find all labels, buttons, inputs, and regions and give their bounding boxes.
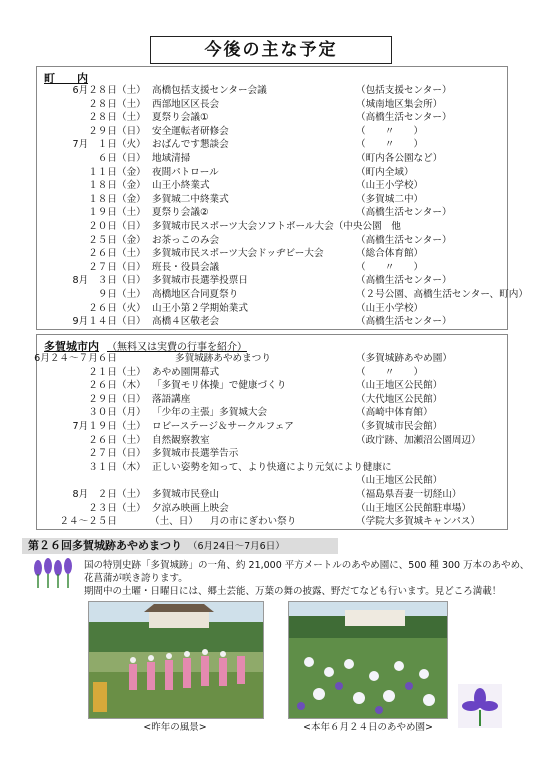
- row-place: （ 〃 ）: [356, 366, 424, 378]
- row-event: 多賀城市民スポーツ大会ソフトボール大会（中央公園 他: [152, 221, 401, 232]
- row-weekday: （土）: [117, 366, 146, 378]
- schedule-row: [0, 152, 540, 165]
- row-date: ２６日: [88, 302, 117, 314]
- row-weekday: （土）: [117, 112, 146, 124]
- row-place: （大代地区公民館）: [356, 393, 443, 405]
- row-date: ２１日: [88, 366, 117, 378]
- row-date: ２６日: [88, 380, 117, 392]
- row-place: （総合体育館）: [356, 248, 424, 260]
- row-date: １８日: [88, 193, 117, 205]
- schedule-row: [0, 220, 540, 233]
- row-place: （高橋生活センター）: [356, 207, 452, 219]
- row-weekday: （金）: [117, 180, 146, 192]
- schedule-row: [0, 302, 540, 315]
- row-weekday: （日）: [117, 316, 146, 328]
- row-event: 夏祭り会議①: [152, 112, 209, 124]
- row-weekday: （日）: [117, 153, 146, 164]
- row-event: 安全運転者研修会: [152, 125, 229, 137]
- row-event: 多賀城市民登山: [152, 489, 220, 500]
- row-date: 8月 ２日: [72, 489, 117, 500]
- row-weekday: （火）: [117, 302, 146, 314]
- row-event: 多賀城市長選挙投票日: [152, 275, 248, 287]
- row-place: （福島県吾妻一切経山）: [356, 489, 462, 500]
- row-place: （政庁跡、加瀬沼公園周辺）: [356, 434, 481, 446]
- schedule-row: [0, 274, 540, 287]
- caption-left: <昨年の風景>: [143, 722, 207, 733]
- row-place: （ 〃 ）: [356, 125, 424, 137]
- row-event: 「少年の主張」多賀城大会: [152, 407, 268, 419]
- row-place: （ 〃 ）: [356, 139, 424, 151]
- row-weekday: （土、日）: [150, 516, 198, 528]
- row-event: 多賀城二中終業式: [152, 193, 229, 205]
- row-date: 8月 ３日: [72, 275, 117, 287]
- row-event: お茶っこのみ会: [152, 234, 220, 246]
- row-place: （多賀城二中）: [356, 193, 424, 205]
- row-event: 落語講座: [152, 393, 191, 405]
- row-date: ９日: [97, 289, 117, 300]
- row-date: ２６日: [88, 248, 117, 260]
- row-weekday: （土）: [117, 434, 146, 446]
- row-weekday: （木）: [117, 380, 146, 392]
- feature-desc-3: 期間中の土曜・日曜日には、郷土芸能、万葉の舞の披露、野だてなども行います。見どころ満載！: [84, 586, 502, 597]
- schedule-row: [0, 166, 540, 179]
- row-date: ２４～２５日: [59, 516, 117, 528]
- schedule-row: [0, 98, 540, 111]
- row-date: ２９日: [88, 393, 117, 405]
- schedule-row: [0, 247, 540, 260]
- row-event: 高橋４区敬老会: [152, 316, 220, 328]
- feature-desc-2: 花菖蒲が咲き誇ります。: [84, 573, 188, 584]
- schedule-row: [0, 474, 540, 487]
- row-weekday: （土）: [117, 421, 146, 432]
- schedule-row: [0, 420, 540, 433]
- schedule-row: [0, 393, 540, 406]
- row-event: 高橋包括支援センター会議: [152, 85, 267, 96]
- row-weekday: （日）: [117, 393, 146, 405]
- photo-last-year: [88, 601, 264, 719]
- row-place: （多賀城跡あやめ園）: [356, 353, 452, 364]
- feature-title: 第２６回多賀城跡あやめまつり: [28, 539, 182, 552]
- row-weekday: （土）: [117, 248, 146, 260]
- row-weekday: （日）: [117, 275, 146, 287]
- caption-right: <本年６月２４日のあやめ園>: [303, 722, 433, 733]
- iris-icon: [30, 558, 80, 588]
- row-event: 山王小終業式: [152, 180, 210, 192]
- city-label-text: 多賀城市内: [44, 340, 99, 353]
- row-weekday: （月）: [117, 407, 146, 419]
- row-date: ３１日: [88, 461, 117, 473]
- feature-dates: （6月24日～7月6日）: [188, 541, 285, 552]
- row-date: ６日: [97, 153, 117, 164]
- row-place: （高橋生活センター）: [356, 112, 452, 124]
- schedule-row: [0, 488, 540, 501]
- row-date: ２９日: [88, 125, 117, 137]
- row-date: ２８日: [88, 98, 117, 110]
- row-place: （山王地区公民館）: [356, 475, 443, 487]
- row-date: ２７日: [88, 448, 117, 460]
- schedule-row: [0, 111, 540, 124]
- row-weekday: （日）: [117, 125, 146, 137]
- row-weekday: （金）: [117, 193, 146, 205]
- schedule-row: [0, 206, 540, 219]
- row-date: ２５日: [88, 234, 117, 246]
- row-date: 6月２８日: [72, 85, 117, 96]
- city-note: （無料又は実費の行事を紹介）: [107, 342, 247, 353]
- schedule-row: [0, 125, 540, 138]
- row-place: （山王小学校）: [356, 302, 424, 314]
- row-event: 高橋地区合同夏祭り: [152, 289, 239, 300]
- row-weekday: （土）: [117, 502, 146, 514]
- row-event: 多賀城跡あやめまつり: [175, 353, 271, 364]
- row-event: 月の市にぎわい祭り: [210, 516, 297, 528]
- feature-desc-1: 国の特別史跡「多賀城跡」の一角、約 21,000 平方メートルのあやめ園に、500 種 300 万本のあやめ、: [84, 560, 530, 571]
- row-event: 多賀城市民スポーツ大会ドッヂビー大会: [152, 248, 324, 260]
- row-weekday: （日）: [117, 221, 146, 232]
- row-date: ３０日: [88, 407, 117, 419]
- schedule-row: [0, 261, 540, 274]
- row-place: （山王小学校）: [356, 180, 424, 192]
- row-event: 夜間パトロール: [152, 166, 219, 178]
- row-place: （包括支援センター）: [356, 85, 452, 96]
- row-event: 班長・役員会議: [152, 261, 220, 273]
- row-weekday: （火）: [117, 139, 146, 151]
- row-place: （２号公園、高橋生活センター、町内）: [356, 289, 528, 300]
- schedule-row: [0, 502, 540, 515]
- schedule-row: [0, 193, 540, 206]
- row-weekday: （土）: [117, 98, 146, 110]
- row-event: 西部地区区長会: [152, 98, 220, 110]
- row-date: １８日: [88, 180, 117, 192]
- row-place: （多賀城市民会館）: [356, 421, 443, 432]
- row-place: （高橋生活センター）: [356, 234, 452, 246]
- row-place: （学院大多賀城キャンパス）: [356, 516, 481, 528]
- schedule-row: [0, 447, 540, 460]
- row-weekday: （日）: [117, 261, 146, 273]
- row-date: ２７日: [88, 261, 117, 273]
- row-weekday: （土）: [117, 489, 146, 500]
- row-event: おばんです懇談会: [152, 139, 229, 151]
- row-date: 7月１９日: [72, 421, 117, 432]
- schedule-row: [0, 366, 540, 379]
- row-event: 山王小第２学期始業式: [152, 302, 248, 314]
- row-event: 夕涼み映画上映会: [152, 502, 229, 514]
- row-weekday: （土）: [117, 85, 146, 96]
- schedule-row: [0, 406, 540, 419]
- schedule-row: [0, 434, 540, 447]
- schedule-row: [0, 461, 540, 474]
- row-weekday: （金）: [117, 234, 146, 246]
- schedule-row: [0, 315, 540, 328]
- schedule-row: [0, 84, 540, 97]
- feature-banner: [22, 538, 338, 554]
- town-label: 町 内: [44, 72, 88, 85]
- row-event: 正しい姿勢を知って、より快適により元気により健康に: [152, 461, 392, 473]
- row-place: （城南地区集会所）: [356, 98, 443, 110]
- row-event: 「多賀モリ体操」で健康づくり: [152, 380, 287, 392]
- row-place: （ 〃 ）: [356, 261, 424, 273]
- row-event: 多賀城市長選挙告示: [152, 448, 239, 460]
- schedule-row: [0, 352, 540, 365]
- row-date: ２６日: [88, 434, 117, 446]
- schedule-row: [0, 288, 540, 301]
- row-event: 地域清掃: [152, 153, 191, 164]
- row-event: 夏祭り会議②: [152, 207, 209, 219]
- row-event: 自然観察教室: [152, 434, 210, 446]
- row-place: （高橋生活センター）: [356, 275, 452, 287]
- schedule-row: [0, 179, 540, 192]
- page-title: 今後の主な予定: [150, 36, 392, 64]
- row-date: ２０日: [88, 221, 117, 232]
- row-place: （高崎中体育館）: [356, 407, 433, 419]
- row-weekday: （日）: [117, 448, 146, 460]
- row-date: １９日: [88, 207, 117, 219]
- row-event: あやめ園開幕式: [152, 366, 220, 378]
- row-weekday: （土）: [117, 289, 146, 300]
- row-date: 9月１４日: [72, 316, 117, 328]
- row-place: （町内全域）: [356, 166, 414, 178]
- row-date: ２８日: [88, 112, 117, 124]
- schedule-row: [0, 379, 540, 392]
- row-date: １１日: [88, 166, 117, 178]
- schedule-row: [0, 138, 540, 151]
- row-weekday: （木）: [117, 461, 146, 473]
- row-weekday: （金）: [117, 166, 146, 178]
- row-place: （山王地区公民館）: [356, 380, 443, 392]
- schedule-row: [0, 515, 540, 528]
- row-place: （山王地区公民館駐車場）: [356, 502, 472, 514]
- row-date: 6月２４～７月６日: [34, 353, 117, 364]
- photo-this-year: [288, 601, 448, 719]
- row-place: （町内各公園など）: [356, 153, 443, 164]
- row-date: 7月 １日: [72, 139, 117, 151]
- row-weekday: （土）: [117, 207, 146, 219]
- row-place: （高橋生活センター）: [356, 316, 452, 328]
- row-event: ロビーステージ＆サークルフェア: [152, 421, 294, 432]
- schedule-row: [0, 234, 540, 247]
- row-date: ２３日: [88, 502, 117, 514]
